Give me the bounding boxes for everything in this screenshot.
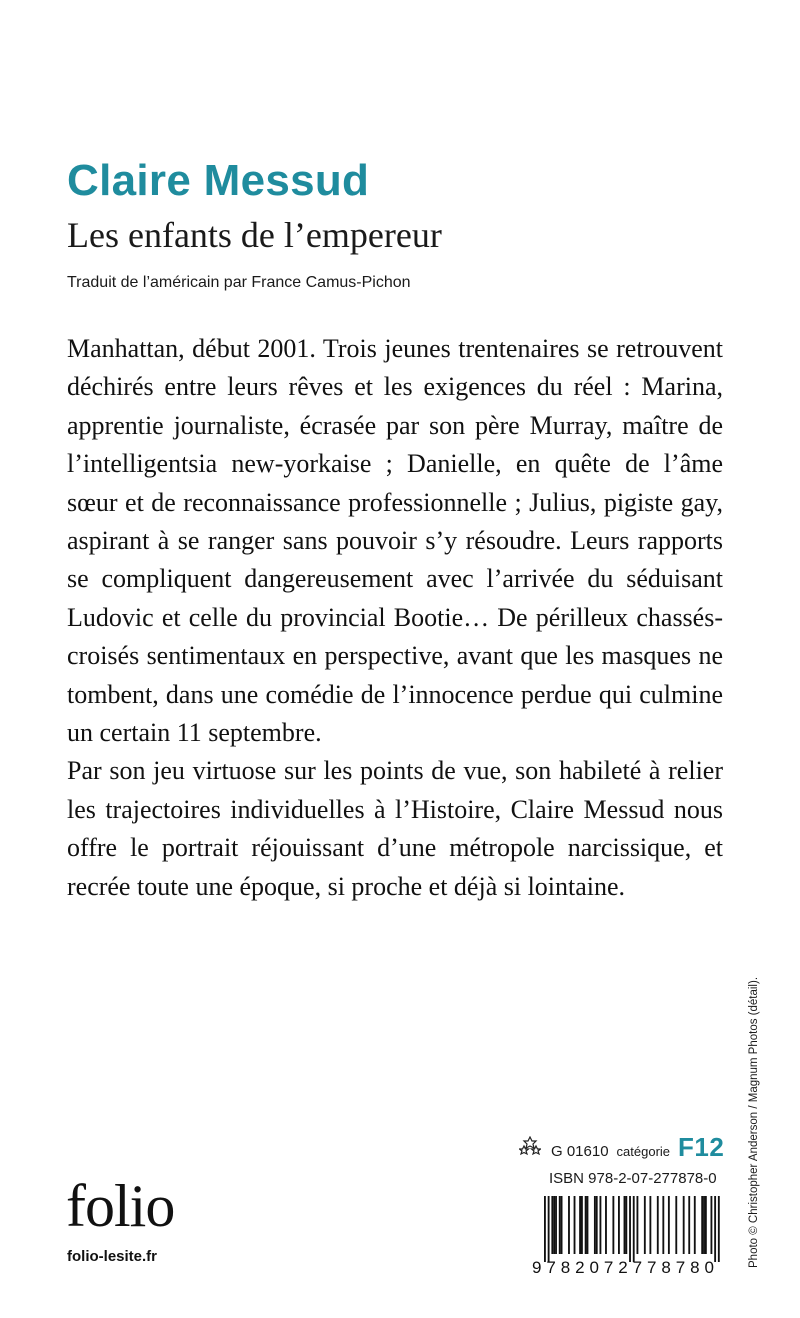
barcode-bar [559,1196,561,1254]
barcode-bar [587,1196,589,1254]
barcode-digits: 9782072778780 [532,1258,714,1276]
barcode-bar [625,1196,627,1254]
barcode-bar [701,1196,703,1254]
barcode-bar [574,1196,576,1254]
barcode-bar [644,1196,646,1254]
gallimard-stars-icon [519,1136,541,1159]
barcode-bar [714,1196,716,1262]
barcode-bar [551,1196,553,1254]
barcode-bar [711,1196,713,1254]
blurb-paragraph-2: Par son jeu virtuose sur les points de vue, son habileté à relier les trajectoires individuelles à l’Histoire, Claire Messud nous offre le portrait réjouissant d’une métropole narcissique, et recrée toute une époque, si proche et déjà si lointaine. [67,756,723,901]
publisher-website: folio-lesite.fr [67,1248,158,1265]
barcode-bar [553,1196,555,1254]
barcode-bar [568,1196,570,1254]
barcode-bar [649,1196,651,1254]
translator-credit: Traduit de l’américain par France Camus-Pichon [67,274,411,291]
barcode-bar [624,1196,626,1254]
photo-credit: Photo © Christopher Anderson / Magnum Photos (détail). [748,976,760,1268]
barcode-bar [694,1196,696,1254]
barcode-bar [585,1196,587,1254]
barcode-bar [718,1196,720,1262]
barcode-bar [579,1196,581,1254]
isbn-number: ISBN 978-2-07-277878-0 [549,1170,717,1187]
barcode-bar [612,1196,614,1254]
barcode-bar [618,1196,620,1254]
catalog-line [519,1132,724,1163]
barcode-bar [548,1196,550,1262]
barcode-bar [544,1196,546,1262]
barcode-bar [605,1196,607,1254]
barcode-bar [657,1196,659,1254]
barcode-bar [683,1196,685,1254]
barcode-bar [581,1196,583,1254]
barcode-bar [555,1196,557,1254]
barcode-bar [675,1196,677,1254]
catalog-code: G 01610 [551,1143,609,1160]
barcode-bar [705,1196,707,1254]
barcode-bar [688,1196,690,1254]
category-label: catégorie [616,1144,671,1159]
barcode-bar [596,1196,598,1254]
barcode-bar [594,1196,596,1254]
barcode-bar [629,1196,631,1262]
ean-barcode [532,1196,722,1276]
barcode-bar [662,1196,664,1254]
barcode-bar [668,1196,670,1254]
category-code: F12 [678,1132,725,1162]
barcode-bar [703,1196,705,1254]
barcode-bar [561,1196,563,1254]
book-title: Les enfants de l’empereur [67,215,442,255]
folio-logo: folio [66,1173,175,1239]
back-cover-blurb [67,330,723,906]
blurb-paragraph-1: Manhattan, début 2001. Trois jeunes trentenaires se retrouvent déchirés entre leurs rêves et les exigences du réel : Marina, apprentie journaliste, écrasée par son père Murray, maître de l’intelligentsia new-yorkaise ; Danielle, en quête de l’âme sœur et de reconnaissance professionnelle ; Julius, pigiste gay, aspirant à se ranger sans pouvoir s’y résoudre. Leurs rapports se compliquent dangereusement avec l’arrivée du séduisant Ludovic et celle du provincial Bootie… De périlleux chassés-croisés sentimentaux en perspective, avant que les masques ne tombent, dans une comédie de l’innocence perdue qui culmine un certain 11 septembre. [67,334,723,748]
barcode-bar [637,1196,639,1254]
author-name: Claire Messud [67,156,370,205]
barcode-bar [633,1196,635,1262]
barcode-bar [600,1196,602,1254]
